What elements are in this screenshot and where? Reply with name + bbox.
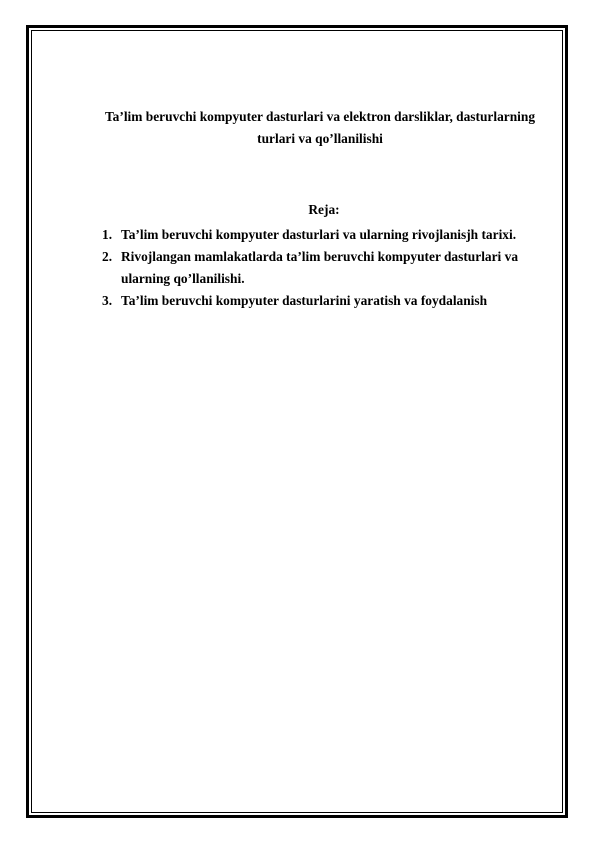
title-line-1: Ta’lim beruvchi kompyuter dasturlari va elektron darsliklar, dasturlarning — [104, 109, 536, 124]
plan-item-text: Ta’lim beruvchi kompyuter dasturlari va ularning rivojlanisjh tarixi. — [121, 227, 517, 242]
plan-item-number: 3. — [102, 293, 113, 308]
plan-item-text: Ta’lim beruvchi kompyuter dasturlarini yaratish va foydalanish — [121, 293, 488, 308]
plan-heading: Reja: — [308, 202, 340, 217]
plan-list — [102, 224, 562, 312]
title-line-2: turlari va qo’llanilishi — [257, 131, 383, 146]
plan-item-number: 1. — [102, 227, 113, 242]
plan-item-3 — [102, 290, 562, 312]
document-title — [60, 106, 580, 150]
plan-item-text-continued: ularning qo’llanilishi. — [121, 271, 245, 286]
plan-item-text: Rivojlangan mamlakatlarda ta’lim beruvchi kompyuter dasturlari va — [121, 249, 519, 264]
plan-item-number: 2. — [102, 249, 113, 264]
plan-item-1 — [102, 224, 562, 246]
plan-item-2 — [102, 246, 562, 290]
